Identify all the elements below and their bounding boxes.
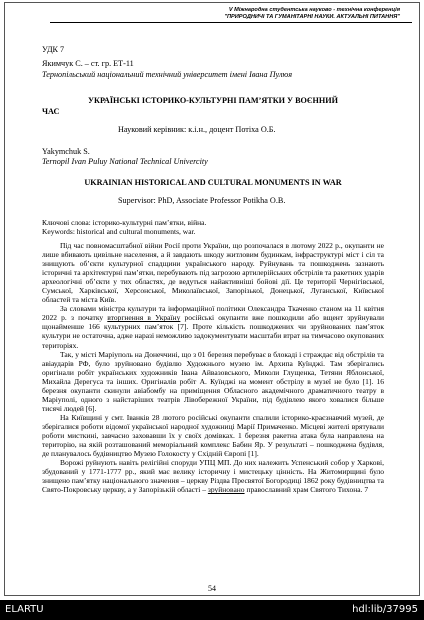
article-body	[42, 241, 384, 494]
title-en: UKRAINIAN HISTORICAL AND CULTURAL MONUMENTS IN WAR	[84, 178, 342, 187]
title-ua-line-2: ЧАС	[42, 107, 60, 116]
author-ua: Якимчук С. – ст. гр. ЕТ-11	[42, 59, 134, 68]
handle-id: hdl:lib/37995	[352, 604, 418, 615]
paragraph-3: Так, у місті Маріуполь на Донеччині, що з 01 березня перебуває в блокаді і страждає від обстрілів та авіаударів РФ, було зруйновано будівлю Художнього музею ім. Архипа Куїнджі. Там зберігались оригінали робіт українських художників Івана Айвазовського, Миколи Глущенка, Тетяни Яблонської, Михайла Дерегуса та інших. Оригіналів робіт А. Куїнджі на момент обстрілу в музеї не було [1]. 16 березня окупанти скинули авіабомбу на приміщення Обласного академічного драматичного театру в Маріуполі, одного з найстаріших театрів Лівобережної України, під будівлею якого ховалися більше тисячі людей [6].	[42, 349, 384, 413]
keywords-ua: Ключові слова: історико-культурні пам’ятки, війна.	[42, 218, 207, 227]
destroyed-link[interactable]: зруйновано	[207, 485, 245, 495]
conference-header	[60, 7, 400, 20]
repository-footer	[0, 600, 424, 620]
paragraph-5: Ворожі руйнують навіть релігійні споруди УПЦ МП. До них належить Успенський собор у Харкові, збудований у 1771-1777 рр., який має велику історичну і мистецьку цінність. На Житомирщині було знищено пам’ятку національного значення – церкву Різдва Пресвятої Богородиці 1862 року будівництва та Свято-Покровську церкву, а у Запорізькій області – зруйновано православний храм Святого Тихона. 7	[42, 458, 384, 495]
supervisor-ua: Науковий керівник: к.і.н., доцент Потіха О.Б.	[118, 125, 276, 134]
paragraph-1: Під час повномасштабної війни Росії проти України, що розпочалася в лютому 2022 р., окупанти не лише вбивають цивільне населення, а й завдають шкоду житловим будинкам, інфраструктурі міст і сіл та знищують об’єкти культурної спадщини українського народу. Руйнувань та пошкоджень зазнають історичні та архітектурні пам’ятки, перебувають під загрозою артилерійських обстрілів та ракетних ударів археологічні об’єкти у тих областях, де ведуться найактивніші бойові дії. Це території Чернігівської, Сумської, Харківської, Херсонської, Миколаївської, Запорізької, Донецької, Луганської, Київської областей та міста Київ.	[42, 241, 384, 305]
header-line-2: "ПРИРОДНИЧІ ТА ГУМАНІТАРНІ НАУКИ. АКТУАЛЬНІ ПИТАННЯ"	[224, 13, 400, 20]
supervisor-en: Supervisor: PhD, Associate Professor Potikha O.B.	[118, 196, 286, 205]
author-en: Yakymchuk S.	[42, 147, 90, 156]
header-line-1: V Міжнародна студентська науково - технічна конференція	[228, 7, 400, 13]
paragraph-4: На Київщині у смт. Іванків 28 лютого російські окупанти спалили історико-краєзнавчий музей, де зберігалися роботи відомої української народної художниці Марії Примаченко. Місцеві жителі врятували роботи мисткині, завчасно заховавши їх у своїх домівках. 1 березня ракетна атака була направлена на територію, на якій розташований меморіальний комплекс Бабин Яр. У результаті – пошкоджена будівля, де планувалось будівництво Музею Голокосту у Східній Європі [1].	[42, 412, 384, 459]
page-number: 54	[208, 584, 216, 593]
invasion-link[interactable]: вторгнення в Україну	[107, 313, 181, 323]
repository-name: ELARTU	[5, 604, 44, 615]
title-ua-line-1: УКРАЇНСЬКІ ІСТОРИКО-КУЛЬТУРНІ ПАМ’ЯТКИ У ВОЄННИЙ	[88, 96, 338, 105]
paragraph-2: За словами міністра культури та інформаційної політики Олександра Ткаченко станом на 11 квітня 2022 р. з початку вторгнення в Україну російські окупанти вже пошкодили або вщент зруйнували щонайменше 166 культурних пам’яток [7]. Проте кількість пошкоджених чи зруйнованих пам’яток культури не остаточна, адже наразі неможливо задокументувати масштаби втрат на тимчасово окупованих територіях.	[42, 304, 384, 350]
header-divider	[50, 22, 412, 23]
university-en: Ternopil Ivan Puluy National Technical Univercity	[42, 157, 208, 166]
keywords-en: Keywords: historical and cultural monuments, war.	[42, 227, 196, 236]
university-ua: Тернопільський національний технічний університет імені Івана Пулюя	[42, 70, 293, 79]
udk-code: УДК 7	[42, 45, 65, 54]
